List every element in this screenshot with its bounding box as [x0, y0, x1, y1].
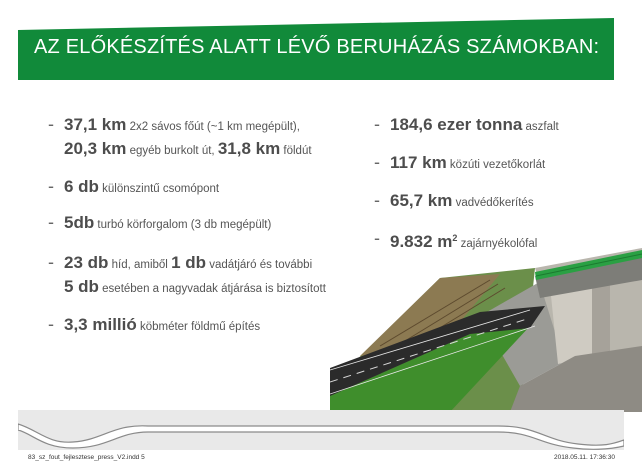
list-item [48, 314, 368, 338]
stat-value: 3,3 millió [64, 315, 137, 334]
stat-value: 184,6 ezer tonna [390, 115, 523, 134]
stat-value: 23 db [64, 253, 109, 272]
road-illustration [330, 236, 642, 412]
stat-value: 65,7 km [390, 191, 453, 210]
stat-value: 31,8 km [217, 139, 281, 158]
stat-label: vadátjáró és további [206, 259, 313, 271]
stat-value: 20,3 km [64, 139, 127, 158]
bullet-dash: - [48, 252, 54, 272]
superscript-2: 2 [452, 233, 458, 243]
footer-road-band [18, 410, 624, 450]
list-item [374, 152, 624, 176]
list-item [374, 114, 624, 138]
stat-value: 1 db [171, 253, 207, 272]
left-statistics-list [48, 114, 368, 348]
stat-label: egyéb burkolt út, [126, 145, 218, 157]
stat-value: 5 db [64, 277, 99, 296]
stat-label: földút [280, 145, 312, 157]
list-item [48, 212, 368, 236]
bullet-dash: - [374, 152, 380, 172]
bullet-dash: - [48, 176, 54, 196]
stat-label: aszfalt [522, 121, 559, 133]
list-item [48, 252, 368, 300]
print-slug-timestamp: 2018.05.11. 17:36:30 [554, 454, 615, 461]
stat-label: esetében a nagyvadak átjárása is biztosított [98, 283, 326, 295]
stat-label: híd, amiből [108, 259, 172, 271]
stat-value: 117 km [390, 153, 447, 172]
bullet-dash: - [374, 190, 380, 210]
list-item [48, 176, 368, 200]
bullet-dash: - [48, 114, 54, 134]
stat-label: köbméter földmű építés [136, 321, 261, 333]
bullet-dash: - [48, 212, 54, 232]
print-slug-filename: 83_sz_fout_fejlesztese_press_V2.indd 5 [28, 454, 145, 461]
stat-value: 5db [64, 213, 95, 232]
stat-value: 37,1 km [64, 115, 127, 134]
stat-label: zajárnyékolófal [457, 238, 538, 250]
stat-label: turbó körforgalom (3 db megépült) [94, 219, 272, 231]
stat-value: 9.832 m [390, 232, 453, 251]
bullet-dash: - [48, 314, 54, 334]
stat-label: különszintű csomópont [98, 183, 220, 195]
stat-label: vadvédőkerítés [452, 197, 534, 209]
list-item [48, 114, 368, 162]
list-item [374, 190, 624, 214]
stat-label: közúti vezetőkorlát [446, 159, 546, 171]
bullet-dash: - [374, 114, 380, 134]
stat-value: 6 db [64, 177, 99, 196]
stat-label: 2x2 sávos főút (~1 km megépült), [126, 121, 300, 133]
bullet-dash: - [374, 228, 380, 248]
page-title: AZ ELŐKÉSZÍTÉS ALATT LÉVŐ BERUHÁZÁS SZÁMOKBAN: [34, 36, 600, 58]
